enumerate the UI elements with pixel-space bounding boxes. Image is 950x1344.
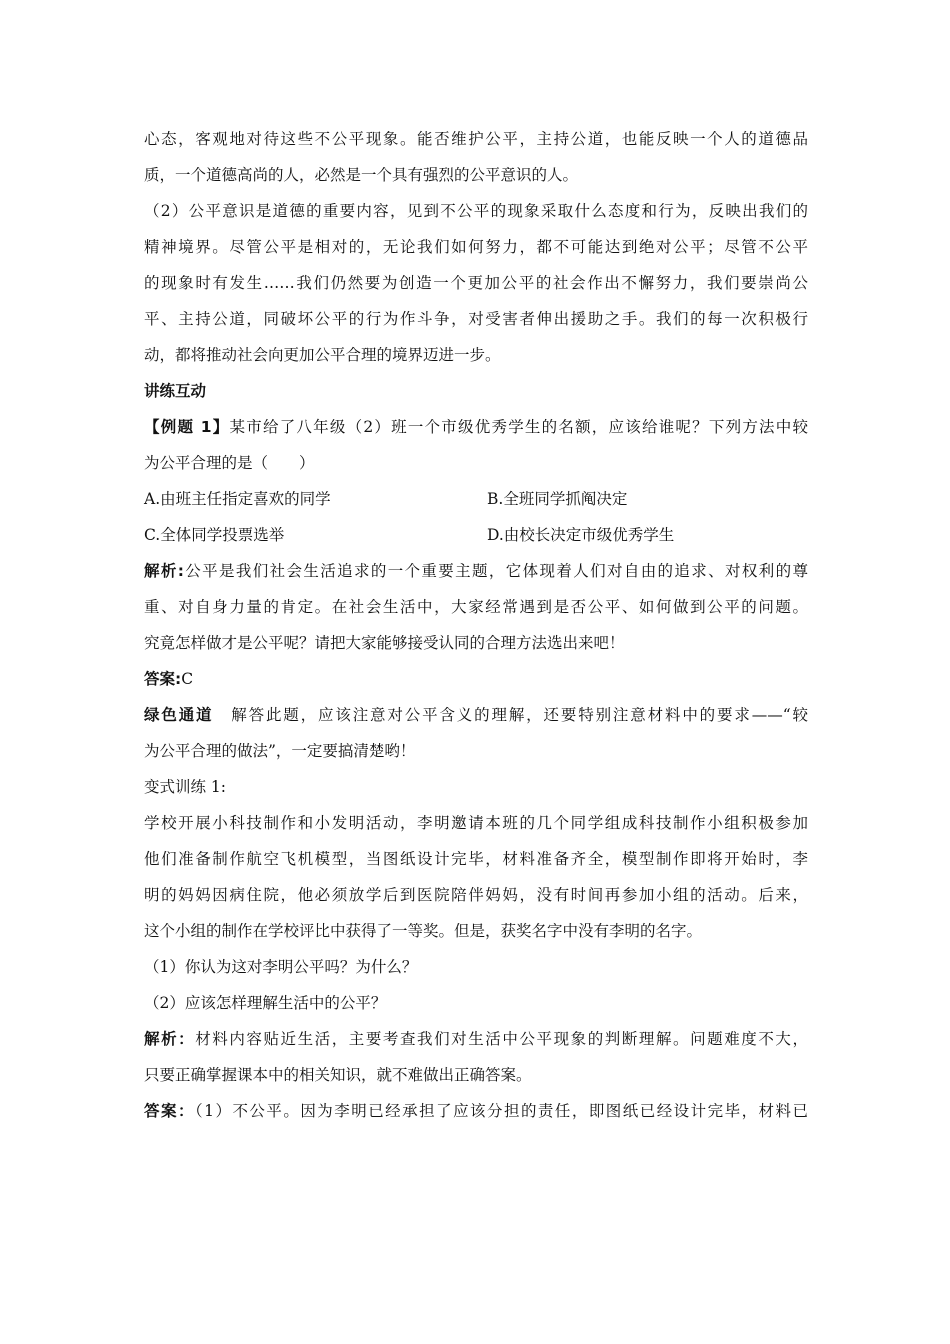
example-question-line: 为公平合理的是（ ）	[144, 454, 315, 472]
analysis-line: 究竟怎样做才是公平呢？请把大家能够接受认同的合理方法选出来吧！	[144, 634, 625, 652]
document-body	[144, 121, 808, 1129]
option-b: B.全班同学抓阄决定	[487, 490, 628, 508]
green-channel-label: 绿色通道	[144, 706, 214, 724]
variant-title: 变式训练 1:	[144, 778, 227, 796]
paragraph-line: 精神境界。尽管公平是相对的，无论我们如何努力，都不可能达到绝对公平；尽管不公平	[144, 238, 808, 256]
options-row	[144, 481, 808, 517]
variant-line: 学校开展小科技制作和小发明活动，李明邀请本班的几个同学组成科技制作小组积极参加	[144, 814, 808, 832]
paragraph-line: 动，都将推动社会向更加公平合理的境界迈进一步。	[144, 346, 501, 364]
option-d: D.由校长决定市级优秀学生	[487, 526, 675, 544]
paragraph-line: 平、主持公道，同破坏公平的行为作斗争，对受害者伸出援助之手。我们的每一次积极行	[144, 310, 808, 328]
paragraph-line: （2）公平意识是道德的重要内容，见到不公平的现象采取什么态度和行为，反映出我们的	[144, 202, 808, 220]
example-label: 【例题 1】	[144, 418, 230, 436]
analysis-text: 公平是我们社会生活追求的一个重要主题，它体现着人们对自由的追求、对权利的尊	[183, 562, 808, 580]
answer-line	[144, 1093, 808, 1129]
answer-label: 答案：	[144, 1102, 195, 1120]
paragraph-line: 质，一个道德高尚的人，必然是一个具有强烈的公平意识的人。	[144, 166, 579, 184]
answer-label: 答案:	[144, 670, 182, 688]
variant-line: 这个小组的制作在学校评比中获得了一等奖。但是，获奖名字中没有李明的名字。	[144, 922, 703, 940]
options-row	[144, 517, 808, 553]
variant-question: （2）应该怎样理解生活中的公平？	[144, 994, 387, 1012]
analysis-label: 解析:	[144, 562, 184, 580]
variant-line: 明的妈妈因病住院，他必须放学后到医院陪伴妈妈，没有时间再参加小组的活动。后来，	[144, 886, 808, 904]
answer-value: C	[181, 670, 194, 688]
analysis-line: 只要正确掌握课本中的相关知识，就不难做出正确答案。	[144, 1066, 532, 1084]
variant-question: （1）你认为这对李明公平吗？为什么？	[144, 958, 418, 976]
section-title: 讲练互动	[144, 382, 207, 400]
example-question-line	[144, 409, 808, 445]
option-c: C.全体同学投票选举	[144, 526, 285, 544]
paragraph-line: 心态，客观地对待这些不公平现象。能否维护公平，主持公道，也能反映一个人的道德品	[144, 130, 808, 148]
paragraph-line: 的现象时有发生……我们仍然要为创造一个更加公平的社会作出不懈努力，我们要崇尚公	[144, 274, 808, 292]
option-a: A.由班主任指定喜欢的同学	[144, 490, 331, 508]
answer-line	[144, 661, 808, 697]
analysis-text: 材料内容贴近生活，主要考查我们对生活中公平现象的判断理解。问题难度不大，	[195, 1030, 808, 1048]
green-channel-line	[144, 697, 808, 733]
analysis-label: 解析：	[144, 1030, 196, 1048]
analysis-line: 重、对自身力量的肯定。在社会生活中，大家经常遇到是否公平、如何做到公平的问题。	[144, 598, 808, 616]
analysis-line	[144, 1021, 808, 1057]
green-channel-line: 为公平合理的做法”，一定要搞清楚哟！	[144, 742, 416, 760]
green-channel-text: 解答此题，应该注意对公平含义的理解，还要特别注意材料中的要求——“较	[229, 706, 808, 724]
example-question-text: 某市给了八年级（2）班一个市级优秀学生的名额，应该给谁呢？下列方法中较	[229, 418, 808, 436]
analysis-line	[144, 553, 808, 589]
variant-line: 他们准备制作航空飞机模型，当图纸设计完毕，材料准备齐全，模型制作即将开始时，李	[144, 850, 808, 868]
answer-text: （1）不公平。因为李明已经承担了应该分担的责任，即图纸已经设计完毕，材料已	[194, 1102, 808, 1120]
